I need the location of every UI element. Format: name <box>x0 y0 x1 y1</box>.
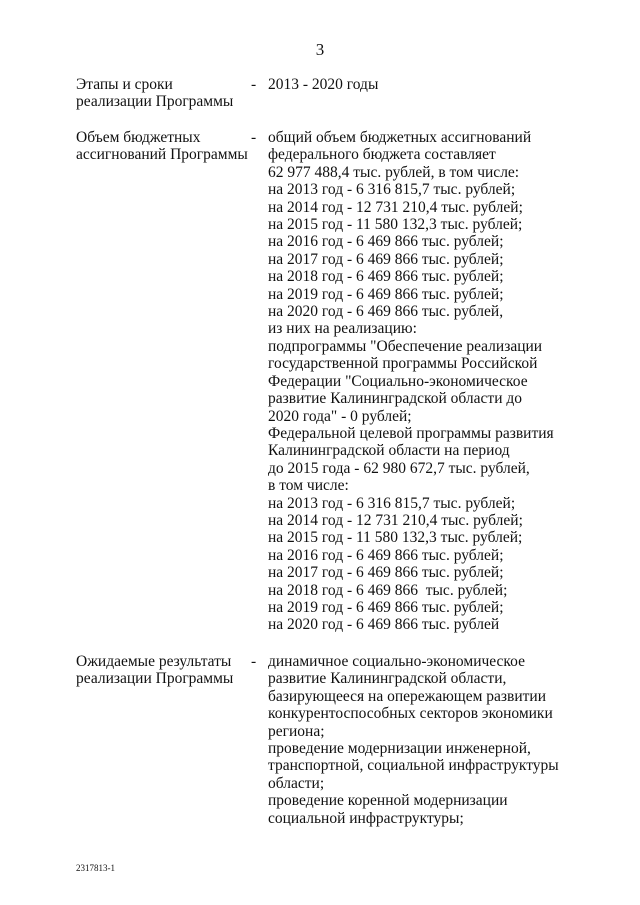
value-line: общий объем бюджетных ассигнований <box>268 129 532 146</box>
value-line: развитие Калининградской области, <box>268 670 507 688</box>
label-line: реализации Программы <box>76 670 234 688</box>
value-line: на 2016 год - 6 469 866 тыс. рублей; <box>268 233 504 251</box>
value-line: развитие Калининградской области до <box>268 390 522 408</box>
value-line: социальной инфраструктуры; <box>268 809 464 827</box>
value-line: в том числе: <box>268 477 349 495</box>
value-line: транспортной, социальной инфраструктуры <box>268 757 559 775</box>
value-line: на 2017 год - 6 469 866 тыс. рублей; <box>268 564 504 582</box>
value-line: базирующееся на опережающем развитии <box>268 687 547 705</box>
label-line: реализации Программы <box>76 93 234 111</box>
value-line: 2020 года" - 0 рублей; <box>268 407 412 425</box>
value-line: на 2015 год - 11 580 132,3 тыс. рублей; <box>268 529 523 547</box>
value-line: государственной программы Российской <box>268 355 538 373</box>
value-line: федерального бюджета составляет <box>268 146 496 164</box>
section-value <box>268 653 608 827</box>
label-line: Ожидаемые результаты <box>76 653 232 670</box>
value-line: Федеральной целевой программы развития <box>268 424 554 442</box>
value-line: динамичное социально-экономическое <box>268 653 525 670</box>
value-line: проведение модернизации инженерной, <box>268 740 531 758</box>
value-line: на 2019 год - 6 469 866 тыс. рублей; <box>268 285 504 303</box>
label-line: Этапы и сроки <box>76 76 173 93</box>
value-line: на 2016 год - 6 469 866 тыс. рублей; <box>268 546 504 564</box>
value-line: из них на реализацию: <box>268 320 417 338</box>
value-line: на 2014 год - 12 731 210,4 тыс. рублей; <box>268 198 523 216</box>
value-line: на 2020 год - 6 469 866 тыс. рублей, <box>268 303 504 321</box>
value-line: на 2013 год - 6 316 815,7 тыс. рублей; <box>268 181 516 199</box>
section-label <box>76 129 256 164</box>
value-line: на 2014 год - 12 731 210,4 тыс. рублей; <box>268 511 523 529</box>
value-line: на 2013 год - 6 316 815,7 тыс. рублей; <box>268 494 516 512</box>
label-line: Объем бюджетных <box>76 129 201 146</box>
value-line: до 2015 года - 62 980 672,7 тыс. рублей, <box>268 459 530 477</box>
value-line: 62 977 488,4 тыс. рублей, в том числе: <box>268 163 520 181</box>
value-line: Калининградской области на период <box>268 442 510 460</box>
value-line: на 2020 год - 6 469 866 тыс. рублей <box>268 616 500 634</box>
section-label <box>76 76 256 111</box>
page-number: 3 <box>315 40 325 59</box>
value-line: региона; <box>268 722 325 740</box>
document-code: 2317813-1 <box>76 863 115 873</box>
value-line: на 2019 год - 6 469 866 тыс. рублей; <box>268 598 504 616</box>
section-value <box>268 129 608 634</box>
value-line: на 2017 год - 6 469 866 тыс. рублей; <box>268 250 504 268</box>
section-value <box>268 76 608 93</box>
section-dash: - <box>251 76 257 93</box>
label-line: ассигнований Программы <box>76 146 248 164</box>
section-label <box>76 653 256 688</box>
value-line: на 2015 год - 11 580 132,3 тыс. рублей; <box>268 216 523 234</box>
value-line: Федерации "Социально-экономическое <box>268 372 528 390</box>
value-line: на 2018 год - 6 469 866 тыс. рублей; <box>268 581 508 599</box>
value-line: на 2018 год - 6 469 866 тыс. рублей; <box>268 268 504 286</box>
section-dash: - <box>251 653 257 670</box>
value-line: проведение коренной модернизации <box>268 792 508 810</box>
value-line: области; <box>268 774 325 792</box>
value-line: подпрограммы "Обеспечение реализации <box>268 337 543 355</box>
section-dash: - <box>251 129 257 146</box>
value-line: конкурентоспособных секторов экономики <box>268 705 553 723</box>
value-line: 2013 - 2020 годы <box>268 76 379 93</box>
